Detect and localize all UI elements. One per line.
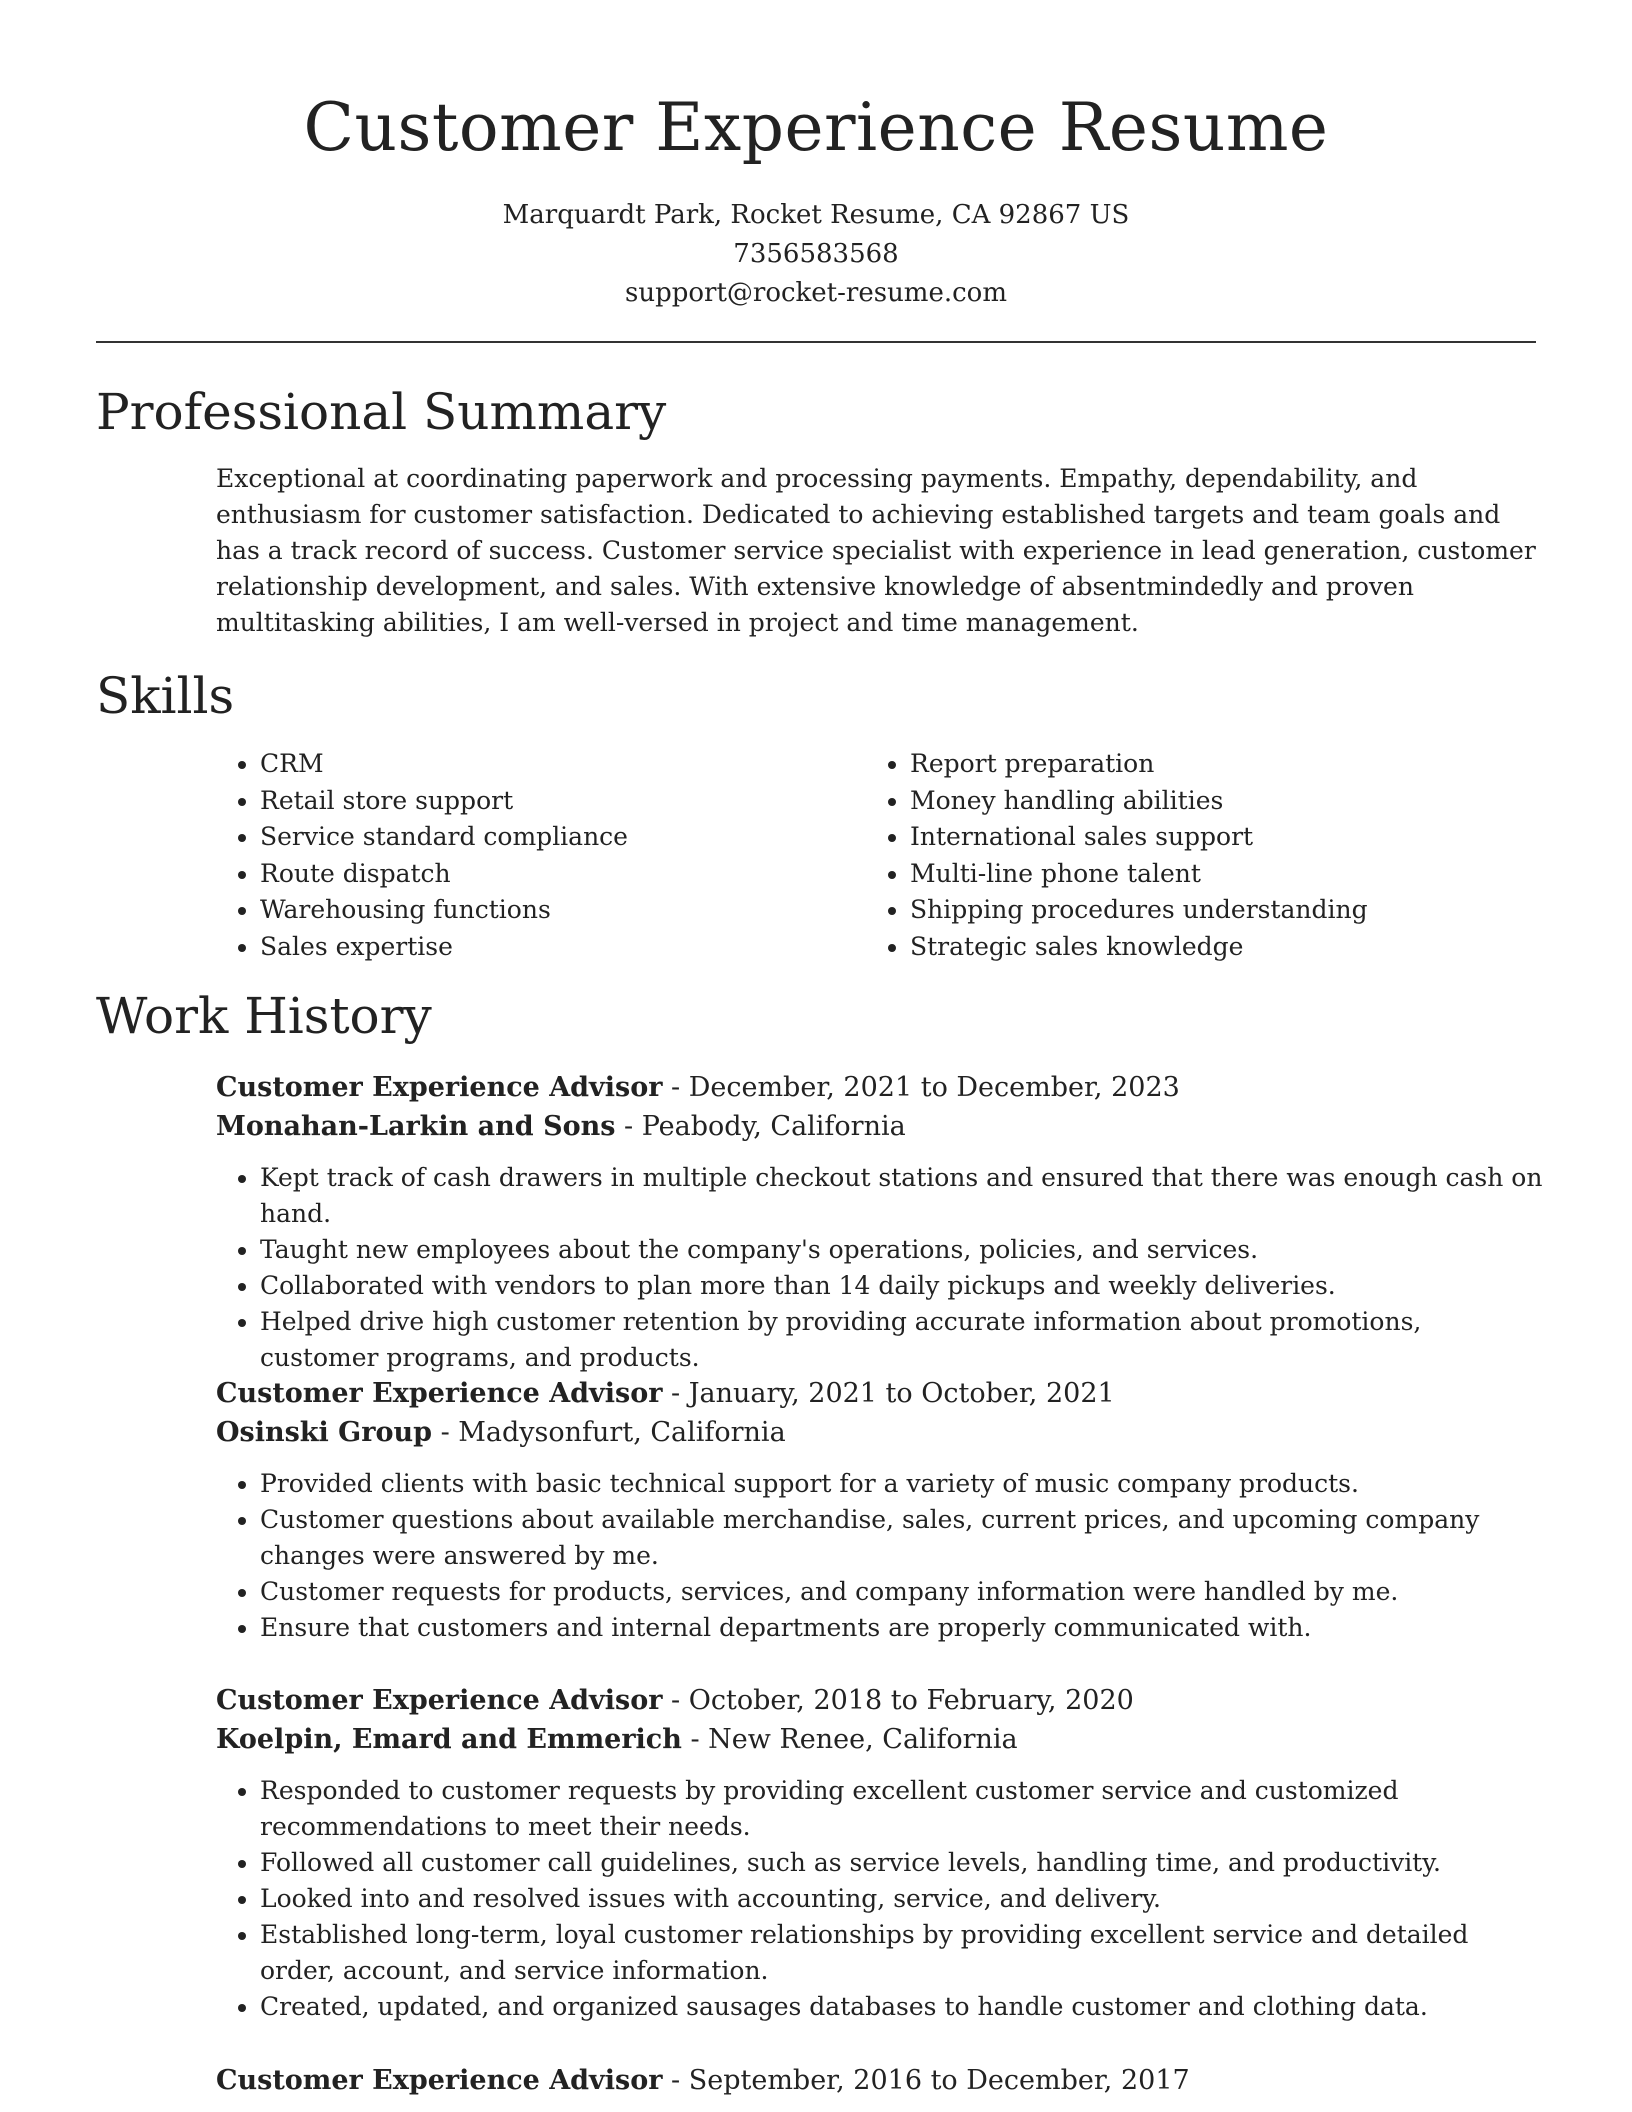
job-company: Osinski Group [216, 1417, 432, 1448]
contact-address: Marquardt Park, Rocket Resume, CA 92867 US [502, 200, 1130, 230]
job-entry [216, 1068, 1546, 1376]
skill-item: • Shipping procedures understanding [910, 892, 1516, 929]
job-bullet: • Collaborated with vendors to plan more than 14 daily pickups and weekly deliveries. [260, 1268, 1546, 1304]
skill-item: • Strategic sales knowledge [910, 929, 1516, 966]
job-bullet: • Followed all customer call guidelines, such as service levels, handling time, and productivity. [260, 1845, 1546, 1881]
job-bullet: • Customer questions about available merchandise, sales, current prices, and upcoming company changes were answered by me. [260, 1502, 1546, 1574]
job-title-line [216, 1681, 1546, 1720]
job-bullet: • Customer requests for products, services, and company information were handled by me. [260, 1574, 1546, 1610]
job-bullet: • Responded to customer requests by providing excellent customer service and customized recommendations to meet their needs. [260, 1773, 1546, 1845]
summary-heading: Professional Summary [96, 383, 667, 441]
document-title: Customer Experience Resume [303, 89, 1329, 166]
resume-header [0, 0, 1632, 313]
job-location: - Madysonfurt, California [431, 1417, 786, 1448]
job-entry [216, 1374, 1546, 1646]
job-company: Koelpin, Emard and Emmerich [216, 1724, 682, 1755]
job-location: - New Renee, California [681, 1724, 1018, 1755]
skills-column-right [866, 746, 1516, 965]
job-entry [216, 1681, 1546, 2025]
skill-item: • Multi-line phone talent [910, 856, 1516, 893]
job-bullets [216, 1466, 1546, 1646]
job-dates: - December, 2021 to December, 2023 [662, 1072, 1180, 1103]
job-bullet: • Looked into and resolved issues with accounting, service, and delivery. [260, 1881, 1546, 1917]
skill-item: • Route dispatch [260, 856, 866, 893]
job-title: Customer Experience Advisor [216, 1378, 663, 1409]
work-history-heading: Work History [96, 987, 432, 1045]
skill-item: • Money handling abilities [910, 783, 1516, 820]
job-bullet: • Created, updated, and organized sausages databases to handle customer and clothing data. [260, 1989, 1546, 2025]
job-title: Customer Experience Advisor [216, 1685, 663, 1716]
job-dates: - January, 2021 to October, 2021 [662, 1378, 1115, 1409]
skills-column-left [216, 746, 866, 965]
contact-block [0, 196, 1632, 313]
skill-item: • Warehousing functions [260, 892, 866, 929]
skills-list [216, 746, 1536, 965]
job-bullet: • Kept track of cash drawers in multiple checkout stations and ensured that there was enough cash on hand. [260, 1160, 1546, 1232]
job-bullet: • Helped drive high customer retention by providing accurate information about promotions, customer programs, and products. [260, 1304, 1546, 1376]
skills-heading: Skills [96, 667, 235, 725]
job-dates: - September, 2016 to December, 2017 [662, 2065, 1190, 2096]
contact-phone: 7356583568 [733, 239, 899, 269]
summary-text: Exceptional at coordinating paperwork and processing payments. Empathy, dependability, and enthusiasm for customer satisfaction. Dedicated to achieving established targets and team goals and has a track record of success. Customer service specialist with experience in lead generation, customer relationship development, and sales. With extensive knowledge of absentmindedly and proven multitasking abilities, I am well-versed in project and time management. [216, 464, 1536, 637]
skill-item: • International sales support [910, 819, 1516, 856]
job-bullet: • Ensure that customers and internal departments are properly communicated with. [260, 1610, 1546, 1646]
job-title: Customer Experience Advisor [216, 1072, 663, 1103]
job-title-line [216, 2061, 1546, 2100]
skill-item: • Report preparation [910, 746, 1516, 783]
job-bullet: • Established long-term, loyal customer relationships by providing excellent service and detailed order, account, and service information. [260, 1917, 1546, 1989]
skill-item: • Retail store support [260, 783, 866, 820]
job-bullet: • Provided clients with basic technical support for a variety of music company products. [260, 1466, 1546, 1502]
job-company: Monahan-Larkin and Sons [216, 1111, 616, 1142]
job-company-line [216, 1413, 1546, 1452]
job-entry [216, 2061, 1546, 2100]
skill-item: • Sales expertise [260, 929, 866, 966]
skill-item: • CRM [260, 746, 866, 783]
job-bullet: • Taught new employees about the company's operations, policies, and services. [260, 1232, 1546, 1268]
header-divider [96, 341, 1536, 343]
job-title-line [216, 1068, 1546, 1107]
job-title-line [216, 1374, 1546, 1413]
job-title: Customer Experience Advisor [216, 2065, 663, 2096]
job-bullets [216, 1773, 1546, 2025]
job-company-line [216, 1720, 1546, 1759]
job-company-line [216, 1107, 1546, 1146]
skill-item: • Service standard compliance [260, 819, 866, 856]
job-dates: - October, 2018 to February, 2020 [662, 1685, 1134, 1716]
job-bullets [216, 1160, 1546, 1376]
contact-email: support@rocket-resume.com [624, 278, 1007, 308]
job-location: - Peabody, California [615, 1111, 906, 1142]
